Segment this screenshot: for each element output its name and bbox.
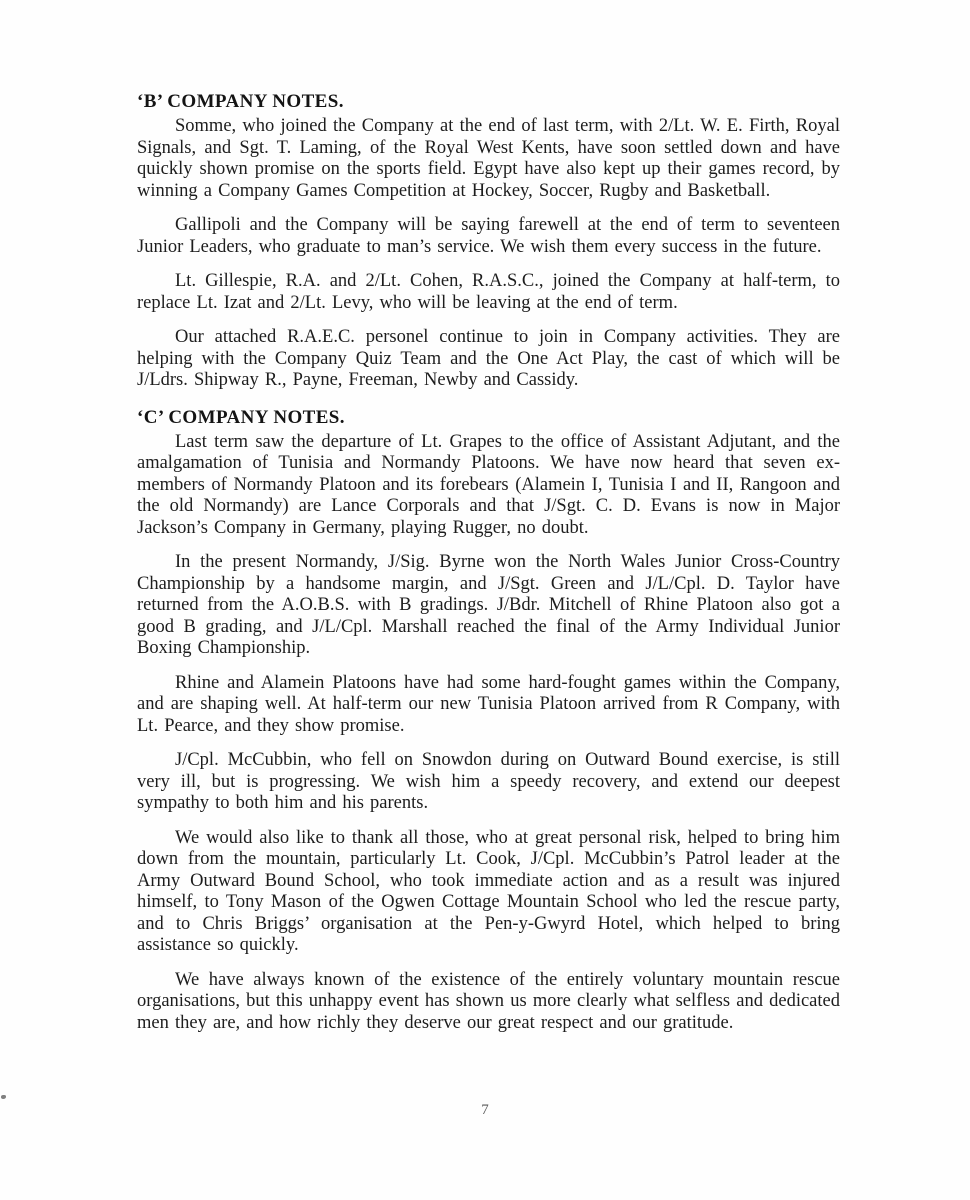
paragraph: Rhine and Alamein Platoons have had some hard-fought games within the Company, and are shaping well. At half-term our new Tunisia Platoon arrived from R Company, with Lt. Pearce, and they show promise.	[137, 672, 840, 736]
paragraph: We have always known of the existence of the entirely voluntary mountain rescue organisations, but this unhappy event has shown us more clearly what selfless and dedicated men they are, and how richly they deserve our great respect and our gratitude.	[137, 969, 840, 1033]
ink-speck	[1, 1095, 6, 1099]
paragraph: Somme, who joined the Company at the end of last term, with 2/Lt. W. E. Firth, Royal Signals, and Sgt. T. Laming, of the Royal West Kents, have soon settled down and have quickly shown promise on the sports field. Egypt have also kept up their games record, by winning a Company Games Competition at Hockey, Soccer, Rugby and Basketball.	[137, 116, 840, 201]
paragraph: In the present Normandy, J/Sig. Byrne won the North Wales Junior Cross-Country Championship by a handsome margin, and J/Sgt. Green and J/L/Cpl. D. Taylor have returned from the A.O.B.S. with B gradings. J/Bdr. Mitchell of Rhine Platoon also got a good B grading, and J/L/Cpl. Marshall reached the final of the Army Individual Junior Boxing Championship.	[137, 552, 840, 658]
paragraph: We would also like to thank all those, who at great personal risk, helped to bring him down from the mountain, particularly Lt. Cook, J/Cpl. McCubbin’s Patrol leader at the Army Outward Bound School, who took immediate action and as a result was injured himself, to Tony Mason of the Ogwen Cottage Mountain School who led the rescue party, and to Chris Briggs’ organisation at the Pen-y-Gwyrd Hotel, which helped to bring assistance so quickly.	[137, 827, 840, 955]
c-company-heading: ‘C’ COMPANY NOTES.	[137, 406, 345, 428]
section-c-company	[137, 406, 840, 1035]
paragraph: Our attached R.A.E.C. personel continue to join in Company activities. They are helping with the Company Quiz Team and the One Act Play, the cast of which will be J/Ldrs. Shipway R., Payne, Freeman, Newby and Cassidy.	[137, 327, 840, 390]
text-column	[137, 90, 840, 1034]
paragraph: Lt. Gillespie, R.A. and 2/Lt. Cohen, R.A.S.C., joined the Company at half-term, to replace Lt. Izat and 2/Lt. Levy, who will be leaving at the end of term.	[137, 271, 840, 313]
page-number: 7	[481, 1102, 489, 1118]
paragraph: J/Cpl. McCubbin, who fell on Snowdon during on Outward Bound exercise, is still very ill, but is progressing. We wish him a speedy recovery, and extend our deepest sympathy to both him and his parents.	[137, 750, 840, 813]
paragraph: Last term saw the departure of Lt. Grapes to the office of Assistant Adjutant, and the amalgamation of Tunisia and Normandy Platoons. We have now heard that seven ex-members of Normandy Platoon and its forebears (Alamein I, Tunisia I and II, Rangoon and the old Normandy) are Lance Corporals and that J/Sgt. C. D. Evans is now in Major Jackson’s Company in Germany, playing Rugger, no doubt.	[137, 431, 840, 538]
section-b-company	[137, 90, 840, 392]
paragraph: Gallipoli and the Company will be saying farewell at the end of term to seventeen Junior Leaders, who graduate to man’s service. We wish them every success in the future.	[137, 215, 840, 257]
b-company-heading: ‘B’ COMPANY NOTES.	[137, 91, 344, 112]
